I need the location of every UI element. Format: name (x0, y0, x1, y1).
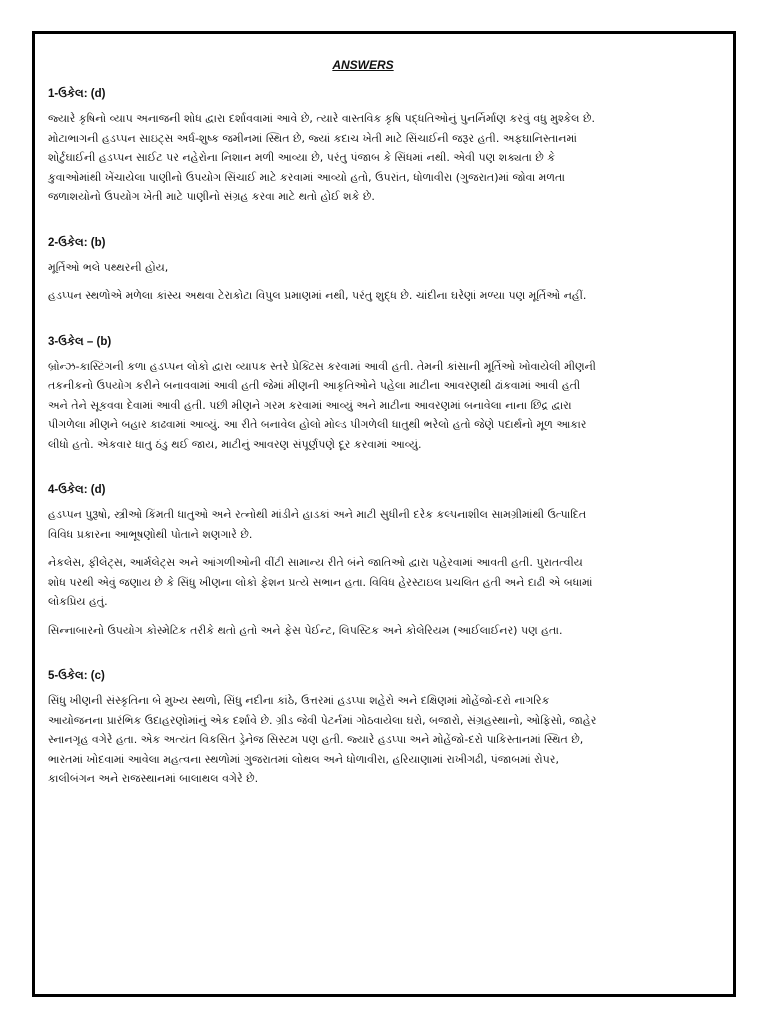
answer-paragraph (48, 621, 678, 641)
paragraph-line: બ્રોન્ઝ-કાસ્ટિંગની કળા હડપ્પન લોકો દ્વારા વ્યાપક સ્તરે પ્રેક્ટિસ કરવામાં આવી હતી. તેમની કાંસાની મૂર્તિઓ ખોવાયેલી મીણની (48, 359, 596, 373)
paragraph-line: જ્યારે કૃષિનો વ્યાપ અનાજની શોધ દ્વારા દર્શાવવામાં આવે છે, ત્યારે વાસ્તવિક કૃષિ પદ્ધતિઓનું પુનર્નિર્માણ કરવું વધુ મુશ્કેલ છે. (48, 112, 595, 125)
answer-paragraph (48, 553, 678, 612)
paragraph-line: હડપ્પન સ્થળોએ મળેલા કાંસ્ય અથવા ટેરાકોટા વિપુલ પ્રમાણમાં નથી, પરંતુ શુદ્ધ છે. ચાંદીના ઘરેણાં મળ્યા પણ મૂર્તિઓ નહીં. (48, 289, 587, 302)
answer-section (48, 670, 678, 789)
answer-sections (48, 88, 678, 789)
paragraph-line: નેકલેસ, ફીલેટ્સ, આર્મલેટ્સ અને આંગળીઓની વીંટી સામાન્ય રીતે બંને જાતિઓ દ્વારા પહેરવામાં આવતી હતી. પુરાતત્વીય (48, 556, 583, 569)
paragraph-line: શોર્ટુઘાઈની હડપ્પન સાઈટ પર નહેરોના નિશાન મળી આવ્યા છે, પરંતુ પંજાબ કે સિંધમાં નથી. એવી પણ શક્યતા છે કે (48, 151, 556, 164)
paragraph-line: શોધ પરથી એવું જણાય છે કે સિંધુ ખીણના લોકો ફેશન પ્રત્યે સભાન હતા. વિવિધ હેરસ્ટાઇલ પ્રચલિત હતી અને દાઢી એ બધામાં (48, 575, 593, 589)
paragraph-line: કુવાઓમાંથી ખેંચાયેલા પાણીનો ઉપયોગ સિંચાઈ માટે કરવામાં આવ્યો હતો, ઉપરાંત, ધોળાવીરા (ગુજરાત)માં જોવા મળતા (48, 170, 565, 184)
paragraph-line: લીધો હતો. એકવાર ધાતુ ઠંડુ થઈ જાય, માટીનું આવરણ સંપૂર્ણપણે દૂર કરવામાં આવ્યું. (48, 437, 422, 451)
answer-paragraph (48, 258, 678, 278)
paragraph-line: હડપ્પન પુરૂષો, સ્ત્રીઓ કિંમતી ધાતુઓ અને રત્નોથી માંડીને હાડકાં અને માટી સુધીની દરેક કલ્પનાશીલ સામગ્રીમાંથી ઉત્પાદિત (48, 508, 587, 521)
answer-paragraph (48, 286, 678, 306)
answer-heading: 5-ઉકેલ: (c) (48, 670, 105, 682)
answer-heading: 1-ઉકેલ: (d) (48, 88, 106, 100)
answer-heading: 3-ઉકેલ – (b) (48, 335, 112, 348)
paragraph-line: મોટાભાગની હડપ્પન સાઇટ્સ અર્ધ-શુષ્ક જમીનમાં સ્થિત છે, જ્યાં કદાચ ખેતી માટે સિંચાઈની જરૂર હતી. અફઘાનિસ્તાનમાં (48, 131, 577, 145)
paragraph-line: પીગળેલા મીણને બહાર કાઢવામાં આવ્યું. આ રીતે બનાવેલ હોલો મોલ્ડ પીગળેલી ધાતુથી ભરેલો હતો જેણે પદાર્થનો મૂળ આકાર (48, 418, 587, 431)
answer-section (48, 336, 678, 455)
paragraph-line: જળાશયોનો ઉપયોગ ખેતી માટે પાણીનો સંગ્રહ કરવા માટે થતો હોઈ શકે છે. (48, 190, 375, 203)
paragraph-line: મૂર્તિઓ ભલે પથ્થરની હોય, (48, 260, 169, 274)
answer-heading: 4-ઉકેલ: (d) (48, 484, 106, 496)
answers-document (48, 58, 678, 819)
paragraph-line: કાલીબંગન અને રાજસ્થાનમાં બાલાથલ વગેરે છે. (48, 772, 259, 785)
paragraph-line: તકનીકનો ઉપયોગ કરીને બનાવવામાં આવી હતી જેમાં મીણની આકૃતિઓને પહેલા માટીના આવરણથી ઢાંકવામાં આવી હતી (48, 379, 581, 392)
answer-paragraph (48, 691, 678, 789)
answer-section (48, 237, 678, 306)
paragraph-line: આયોજનના પ્રારંભિક ઉદાહરણોમાંનું એક દર્શાવે છે. ગ્રીડ જેવી પેટર્નમાં ગોઠવાયેલા ઘરો, બજારો, સંગ્રહસ્થાનો, ઓફિસો, જાહેર (48, 713, 597, 727)
paragraph-line: સ્નાનગૃહ વગેરે હતા. એક અત્યંત વિકસિત ડ્રેનેજ સિસ્ટમ પણ હતી. જ્યારે હડપ્પા અને મોહેંજો-દરો પાકિસ્તાનમાં સ્થિત છે, (48, 733, 584, 746)
paragraph-line: સિંધુ ખીણની સંસ્કૃતિના બે મુખ્ય સ્થળો, સિંધુ નદીના કાંઠે, ઉત્તરમાં હડપ્પા શહેરો અને દક્ષિણમાં મોહેંજો-દરો નાગરિક (48, 694, 550, 707)
document-title: ANSWERS (332, 58, 394, 72)
answer-paragraph (48, 109, 678, 207)
paragraph-line: અને તેને સૂકવવા દેવામાં આવી હતી. પછી મીણને ગરમ કરવામાં આવ્યું અને માટીના આવરણમાં બનાવેલા નાના છિદ્ર દ્વારા (48, 398, 572, 412)
paragraph-line: ભારતમાં ખોદવામાં આવેલા મહત્વના સ્થળોમાં ગુજરાતમાં લોથલ અને ધોળાવીરા, હરિયાણામાં રાખીગઢી, પંજાબમાં રોપર, (48, 752, 559, 766)
answer-heading: 2-ઉકેલ: (b) (48, 236, 106, 249)
answer-section (48, 88, 678, 207)
paragraph-line: સિન્નાબારનો ઉપયોગ કોસ્મેટિક તરીકે થતો હતો અને ફેસ પેઈન્ટ, લિપસ્ટિક અને કોલેરિયમ (આઈલાઈનર) પણ હતા. (48, 623, 563, 637)
answer-paragraph (48, 505, 678, 544)
answer-paragraph (48, 357, 678, 455)
paragraph-line: વિવિધ પ્રકારના આભૂષણોથી પોતાને શણગારે છે. (48, 527, 253, 541)
paragraph-line: લોકપ્રિય હતું. (48, 595, 108, 608)
answer-section (48, 484, 678, 640)
